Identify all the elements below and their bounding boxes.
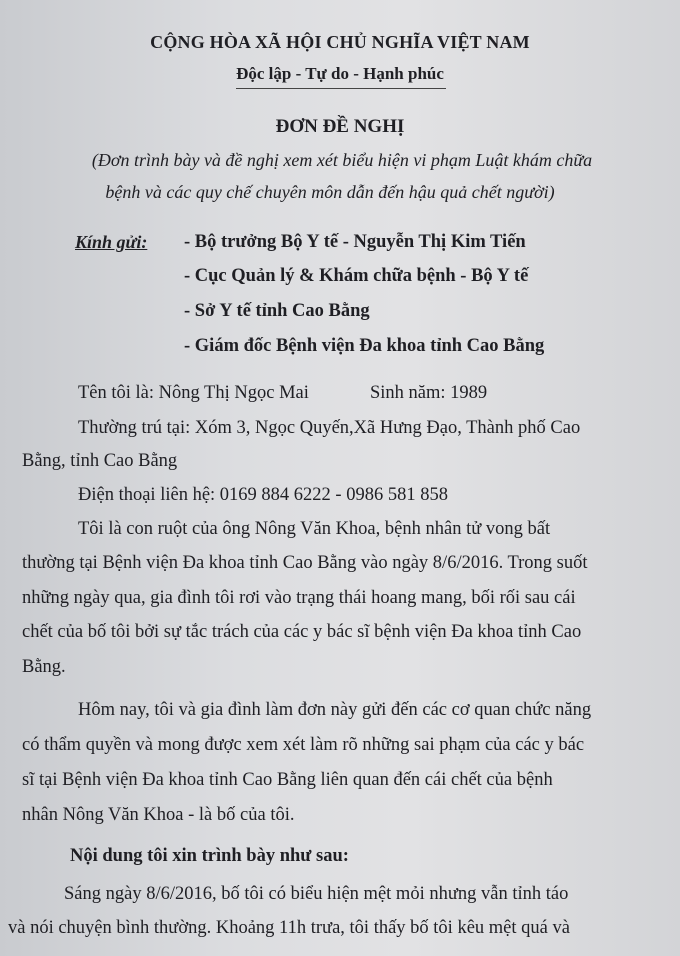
sender-birth-year: Sinh năm: 1989 [370,383,488,403]
recipient-item: - Cục Quản lý & Khám chữa bệnh - Bộ Y tế [184,266,529,286]
document-subtitle-line2: bệnh và các quy chế chuyên môn dẫn đến hậu quả chết người) [105,182,555,202]
recipient-item: - Giám đốc Bệnh viện Đa khoa tỉnh Cao Bằng [184,336,545,356]
sender-phone: Điện thoại liên hệ: 0169 884 6222 - 0986 581 858 [78,485,448,505]
motto: Độc lập - Tự do - Hạnh phúc [236,64,444,83]
paragraph-line: Tôi là con ruột của ông Nông Văn Khoa, bệnh nhân tử vong bất [78,519,551,539]
paragraph-line: có thẩm quyền và mong được xem xét làm rõ những sai phạm của các y bác [22,735,585,755]
sender-address-line1: Thường trú tại: Xóm 3, Ngọc Quyến,Xã Hưng Đạo, Thành phố Cao [78,418,581,438]
paragraph-line: sĩ tại Bệnh viện Đa khoa tỉnh Cao Bằng liên quan đến cái chết của bệnh [22,770,553,790]
paragraph-line: chết của bố tôi bởi sự tắc trách của các y bác sĩ bệnh viện Đa khoa tỉnh Cao [22,622,582,642]
sender-name: Tên tôi là: Nông Thị Ngọc Mai [78,383,309,403]
recipient-item: - Sở Y tế tỉnh Cao Bằng [184,301,370,321]
paragraph-line: và nói chuyện bình thường. Khoảng 11h trưa, tôi thấy bố tôi kêu mệt quá và [8,918,570,938]
paragraph-line: những ngày qua, gia đình tôi rơi vào trạng thái hoang mang, bối rối sau cái [22,588,576,608]
recipient-item: - Bộ trưởng Bộ Y tế - Nguyễn Thị Kim Tiến [184,232,526,252]
paragraph-line: Bằng. [22,657,66,677]
paragraph-line: nhân Nông Văn Khoa - là bố của tôi. [22,805,295,825]
document-title: ĐƠN ĐỀ NGHỊ [275,116,405,137]
paragraph-line: Hôm nay, tôi và gia đình làm đơn này gửi đến các cơ quan chức năng [78,700,592,720]
recipients-label: Kính gửi: [75,232,148,252]
paragraph-line: thường tại Bệnh viện Đa khoa tỉnh Cao Bằng vào ngày 8/6/2016. Trong suốt [22,553,588,573]
document-subtitle-line1: (Đơn trình bày và đề nghị xem xét biểu hiện vi phạm Luật khám chữa [91,150,593,170]
motto-underline [236,88,446,89]
country-header: CỘNG HÒA XÃ HỘI CHỦ NGHĨA VIỆT NAM [150,32,530,52]
section-heading: Nội dung tôi xin trình bày như sau: [70,846,349,866]
paragraph-line: Sáng ngày 8/6/2016, bố tôi có biểu hiện mệt mỏi nhưng vẫn tỉnh táo [64,884,569,904]
sender-address-line2: Bằng, tỉnh Cao Bằng [22,451,178,471]
